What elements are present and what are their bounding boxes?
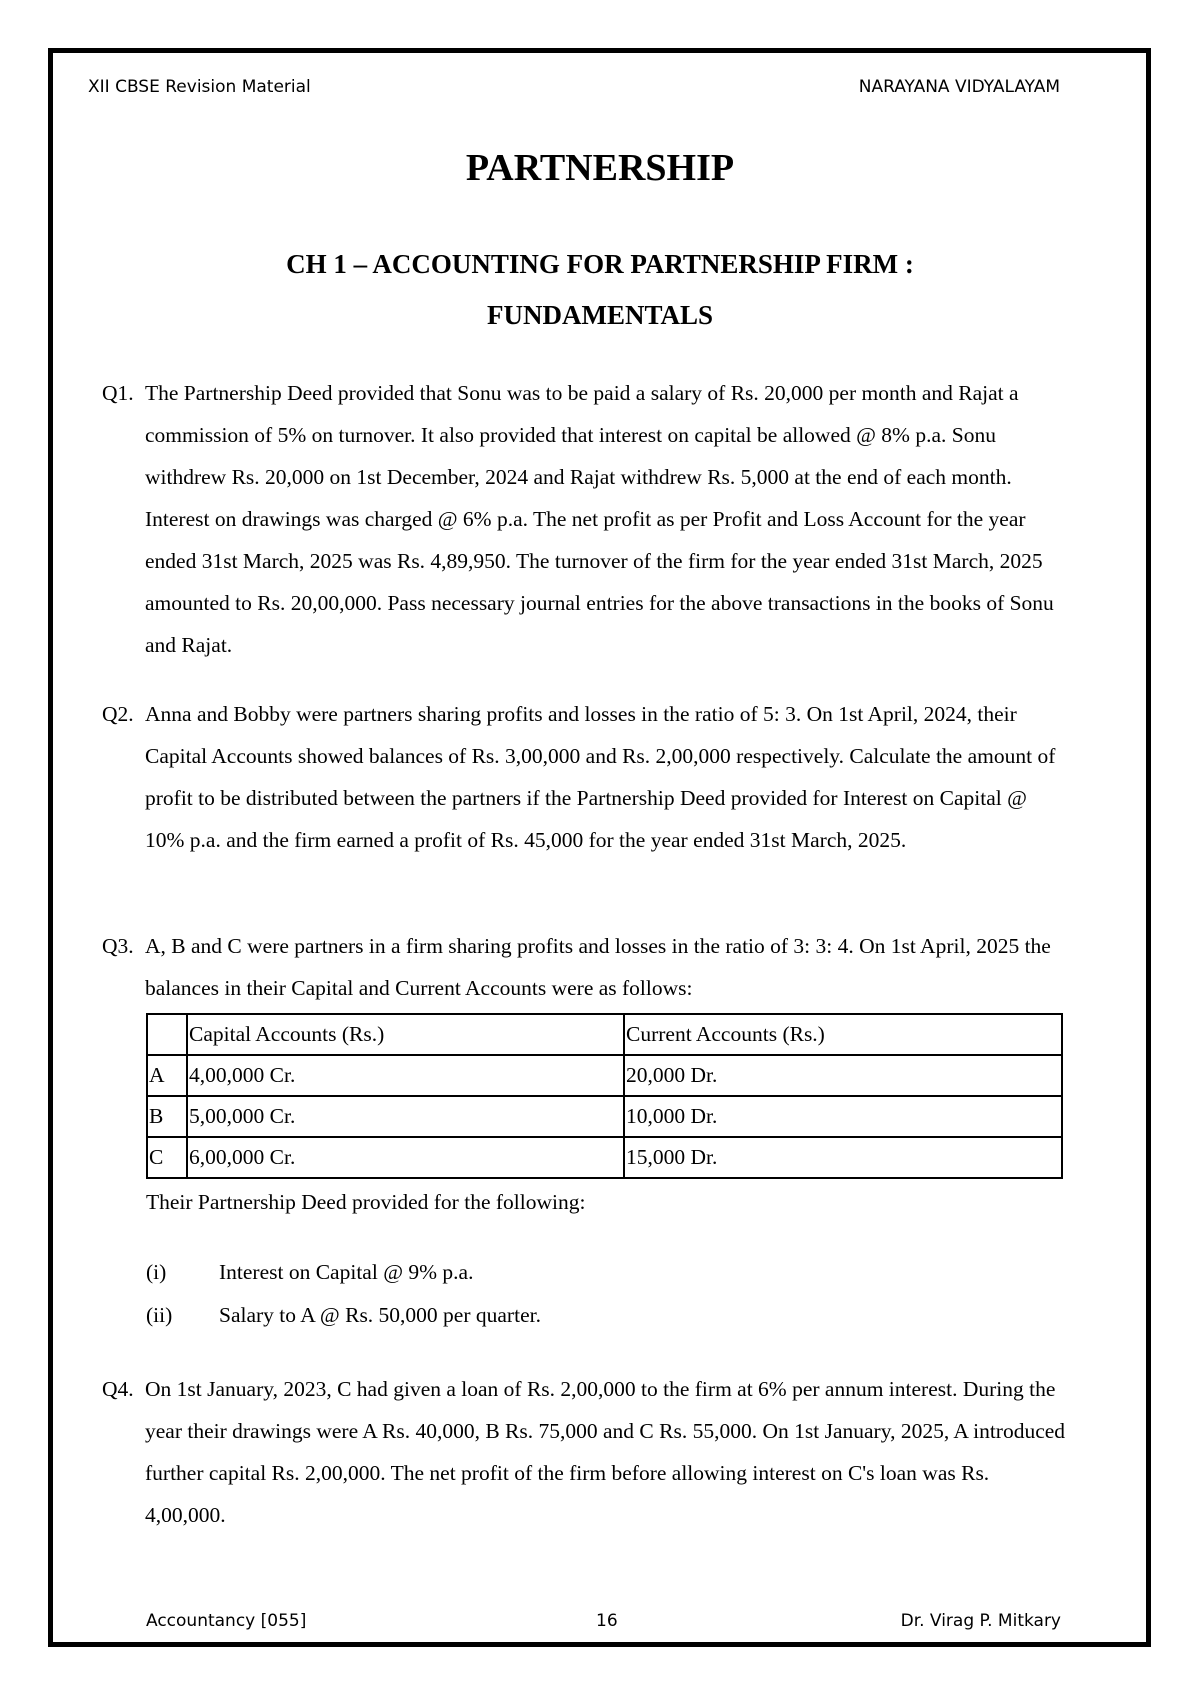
page-number: 16: [596, 1611, 618, 1631]
deed-item-number: (ii): [146, 1303, 173, 1327]
question-text: A, B and C were partners in a firm sharing profits and losses in the ratio of 3: 3: 4. On 1st April, 2025 the balances in their Capital and Current Accounts were as follows:: [145, 934, 1051, 1000]
deed-intro: Their Partnership Deed provided for the following:: [146, 1190, 586, 1214]
question-number: Q2.: [102, 702, 134, 726]
table-cell: B: [147, 1096, 187, 1137]
table-cell: 5,00,000 Cr.: [187, 1096, 624, 1137]
table-header-cell: Capital Accounts (Rs.): [187, 1014, 624, 1055]
page-title: PARTNERSHIP: [465, 147, 735, 189]
table-header-cell: Current Accounts (Rs.): [624, 1014, 1062, 1055]
question-1: [102, 372, 1070, 666]
table-cell: 20,000 Dr.: [624, 1055, 1062, 1096]
table-cell: 4,00,000 Cr.: [187, 1055, 624, 1096]
table-row: [147, 1055, 1062, 1096]
table-cell: A: [147, 1055, 187, 1096]
chapter-title-line1: CH 1 – ACCOUNTING FOR PARTNERSHIP FIRM :: [286, 249, 914, 279]
footer-subject: Accountancy [055]: [146, 1611, 307, 1631]
table-row: [147, 1096, 1062, 1137]
question-number: Q4.: [102, 1377, 134, 1401]
question-number: Q3.: [102, 934, 134, 958]
question-3: [102, 925, 1070, 1009]
table-cell: 10,000 Dr.: [624, 1096, 1062, 1137]
question-number: Q1.: [102, 381, 134, 405]
table-cell: C: [147, 1137, 187, 1178]
question-4: [102, 1368, 1070, 1536]
deed-item-text: Salary to A @ Rs. 50,000 per quarter.: [219, 1303, 541, 1327]
table-header-cell: [147, 1014, 187, 1055]
question-text: On 1st January, 2023, C had given a loan of Rs. 2,00,000 to the firm at 6% per annum interest. During the year their drawings were A Rs. 40,000, B Rs. 75,000 and C Rs. 55,000. On 1st January, 2025, A introduced further capital Rs. 2,00,000. The net profit of the firm before allowing interest on C's loan was Rs. 4,00,000.: [145, 1377, 1066, 1527]
accounts-table: [146, 1013, 1063, 1179]
table-cell: 15,000 Dr.: [624, 1137, 1062, 1178]
table-row: [147, 1137, 1062, 1178]
header-left: XII CBSE Revision Material: [88, 77, 311, 97]
table-header-row: [147, 1014, 1062, 1055]
table-cell: 6,00,000 Cr.: [187, 1137, 624, 1178]
question-text: The Partnership Deed provided that Sonu was to be paid a salary of Rs. 20,000 per month and Rajat a commission of 5% on turnover. It also provided that interest on capital be allowed @ 8% p.a. Sonu withdrew Rs. 20,000 on 1st December, 2024 and Rajat withdrew Rs. 5,000 at the end of each month. Interest on drawings was charged @ 6% p.a. The net profit as per Profit and Loss Account for the year ended 31st March, 2025 was Rs. 4,89,950. The turnover of the firm for the year ended 31st March, 2025 amounted to Rs. 20,00,000. Pass necessary journal entries for the above transactions in the books of Sonu and Rajat.: [145, 381, 1054, 657]
question-2: [102, 693, 1070, 861]
deed-item-number: (i): [146, 1260, 167, 1284]
header-right: NARAYANA VIDYALAYAM: [858, 77, 1060, 97]
question-text: Anna and Bobby were partners sharing profits and losses in the ratio of 5: 3. On 1st April, 2024, their Capital Accounts showed balances of Rs. 3,00,000 and Rs. 2,00,000 respectively. Calculate the amount of profit to be distributed between the partners if the Partnership Deed provided for Interest on Capital @ 10% p.a. and the firm earned a profit of Rs. 45,000 for the year ended 31st March, 2025.: [145, 702, 1056, 852]
footer-author: Dr. Virag P. Mitkary: [900, 1611, 1061, 1631]
chapter-title-line2: FUNDAMENTALS: [486, 300, 713, 330]
deed-item-text: Interest on Capital @ 9% p.a.: [219, 1260, 474, 1284]
